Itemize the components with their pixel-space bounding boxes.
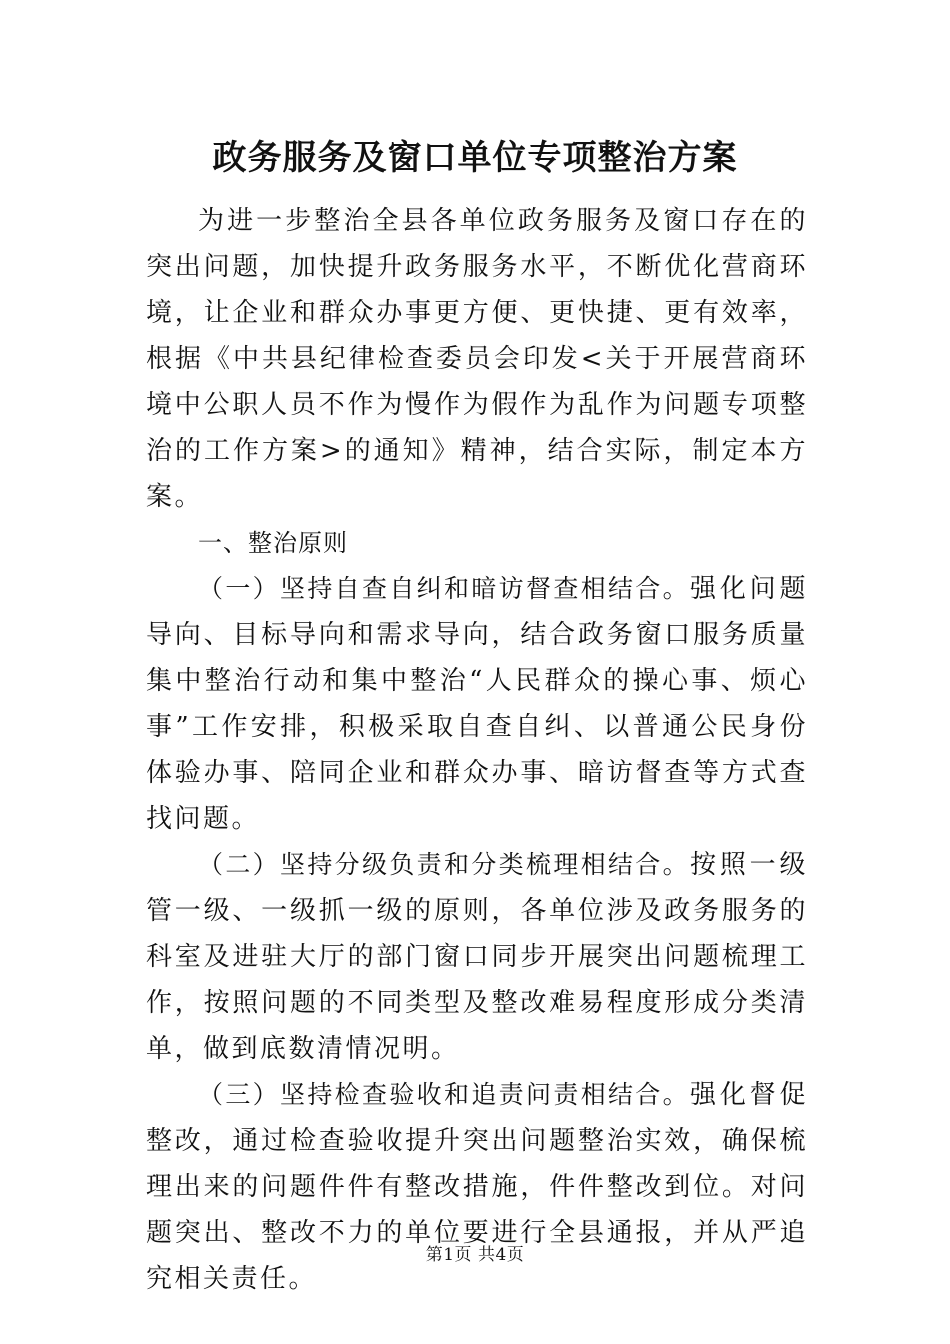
intro-paragraph: 为进一步整治全县各单位政务服务及窗口存在的突出问题，加快提升政务服务水平，不断优化营商环境，让企业和群众办事更方便、更快捷、更有效率，根据《中共县纪律检查委员会印发<关于开展营商环境中公职人员不作为慢作为假作为乱作为问题专项整治的工作方案>的通知》精神，结合实际，制定本方案。 bbox=[146, 206, 808, 512]
principle-item-3-text: 强化督促整改，通过检查验收提升突出问题整治实效，确保梳理出来的问题件件有整改措施，件件整改到位。对问题突出、整改不力的单位要进行全县通报，并从严追究相关责任。 bbox=[146, 1080, 808, 1294]
principle-item-3-lead: （三）坚持检查验收和追责问责相结合。 bbox=[198, 1080, 690, 1109]
principle-item-1-lead: （一）坚持自查自纠和暗访督查相结合。 bbox=[198, 574, 690, 603]
document-title: 政务服务及窗口单位专项整治方案 bbox=[212, 138, 738, 178]
principle-item-2-lead: （二）坚持分级负责和分类梳理相结合。 bbox=[198, 850, 690, 879]
principle-item-2-text: 按照一级管一级、一级抓一级的原则，各单位涉及政务服务的科室及进驻大厅的部门窗口同步开展突出问题梳理工作，按照问题的不同类型及整改难易程度形成分类清单，做到底数清情况明。 bbox=[146, 850, 808, 1064]
principle-item-1-text: 强化问题导向、目标导向和需求导向，结合政务窗口服务质量集中整治行动和集中整治“人民群众的操心事、烦心事”工作安排，积极采取自查自纠、以普通公民身份体验办事、陪同企业和群众办事、暗访督查等方式查找问题。 bbox=[146, 574, 808, 834]
document-body bbox=[146, 198, 808, 1302]
principle-item-1 bbox=[146, 566, 808, 842]
page-footer: 第1页 共4页 bbox=[425, 1245, 525, 1265]
section-heading: 一、整治原则 bbox=[198, 529, 348, 557]
principle-item-2 bbox=[146, 842, 808, 1072]
